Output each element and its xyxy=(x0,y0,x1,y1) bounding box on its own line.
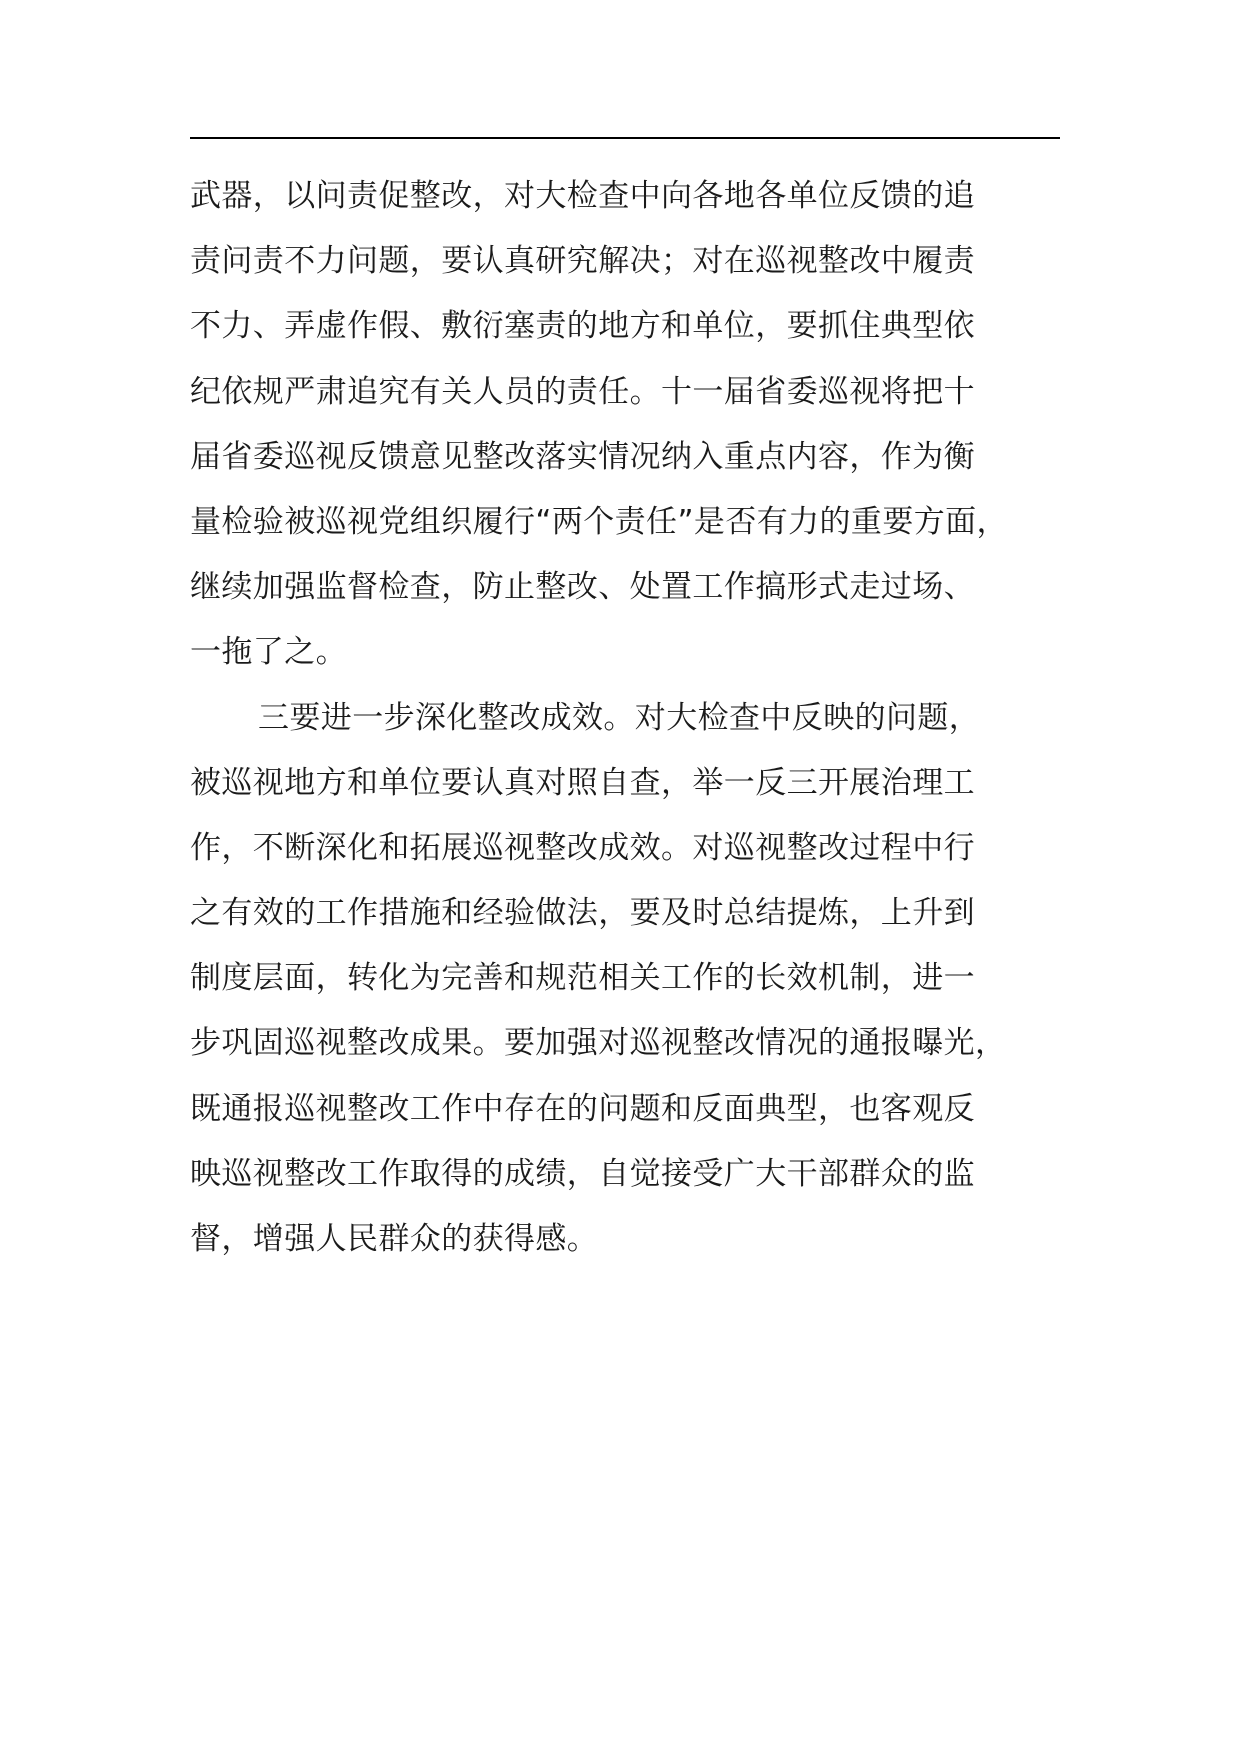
text-line: 既通报巡视整改工作中存在的问题和反面典型，也客观反 xyxy=(190,1090,975,1127)
text-line: 继续加强监督检查，防止整改、处置工作搞形式走过场、 xyxy=(190,569,975,606)
paragraph-start-line: 三要进一步深化整改成效。对大检查中反映的问题， xyxy=(258,699,981,736)
text-line: 被巡视地方和单位要认真对照自查，举一反三开展治理工 xyxy=(190,764,975,801)
text-line: 作，不断深化和拓展巡视整改成效。对巡视整改过程中行 xyxy=(190,829,975,866)
text-line: 武器，以问责促整改，对大检查中向各地各单位反馈的追 xyxy=(190,178,975,214)
text-line: 纪依规严肃追究有关人员的责任。十一届省委巡视将把十 xyxy=(190,373,975,410)
text-line: 量检验被巡视党组织履行“两个责任”是否有力的重要方面， xyxy=(190,503,1008,540)
header-rule xyxy=(190,137,1060,139)
text-line: 督，增强人民群众的获得感。 xyxy=(190,1221,599,1257)
text-line: 映巡视整改工作取得的成绩，自觉接受广大干部群众的监 xyxy=(190,1155,975,1192)
text-line: 之有效的工作措施和经验做法，要及时总结提炼，上升到 xyxy=(190,895,975,932)
text-line: 届省委巡视反馈意见整改落实情况纳入重点内容，作为衡 xyxy=(190,438,975,475)
text-line: 一拖了之。 xyxy=(190,634,347,671)
text-line: 步巩固巡视整改成果。要加强对巡视整改情况的通报曝光， xyxy=(190,1025,1007,1062)
text-line: 制度层面，转化为完善和规范相关工作的长效机制，进一 xyxy=(190,960,975,997)
body-text xyxy=(190,164,1060,1272)
text-line: 责问责不力问题，要认真研究解决；对在巡视整改中履责 xyxy=(190,243,975,280)
text-line: 不力、弄虚作假、敷衍塞责的地方和单位，要抓住典型依 xyxy=(190,308,975,345)
